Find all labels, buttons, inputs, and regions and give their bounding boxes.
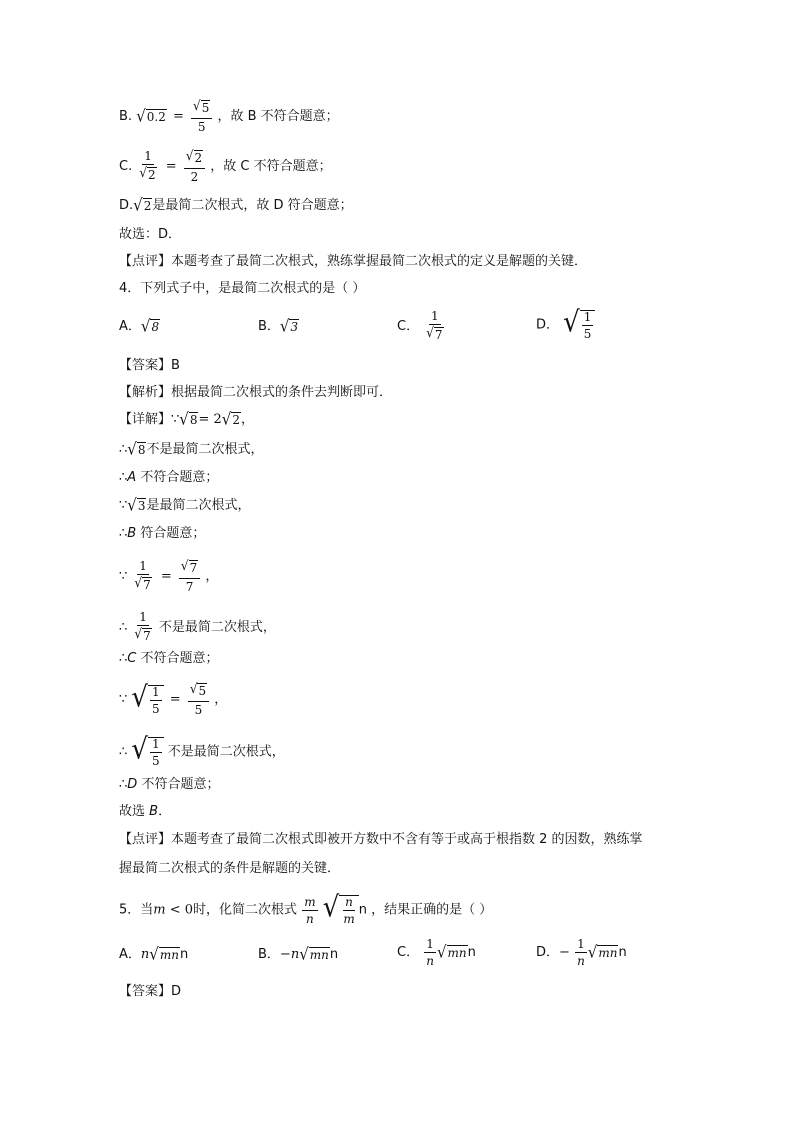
step-5: ∵ 1 √ 7 = √ 7 7 ，: [119, 558, 219, 594]
sqrt-0-2: √ 0.2: [136, 105, 166, 126]
q5-option-b: B．−n √ mn n: [258, 943, 339, 964]
step-6: ∴ 1 √ 7 不是最简二次根式，: [119, 610, 276, 643]
review-1: 【点评】本题考查了最简二次根式，熟练掌握最简二次根式的定义是解题的关键．: [119, 254, 588, 269]
step-8: ∵ √ $\frac{1}{5}$ = √ 5 5 ，: [119, 680, 228, 717]
step-2: ∴A 不符合题意；: [119, 470, 219, 485]
question-4-stem: 4．下列式子中，是最简二次根式的是（ ）: [119, 281, 366, 296]
fraction-sqrt2-over-2: √ 2 2: [184, 150, 205, 183]
answer-5: 【答案】D: [119, 984, 182, 999]
option-c-explanation: C. 1 √ 2 = √ 2 2 ，故 C 不符合题意；: [119, 148, 332, 184]
option-b-explanation: B. √ 0.2 = √ 5 5 ，故 B 不符合题意；: [119, 98, 339, 134]
q4-option-a: A． √ 8: [119, 315, 160, 336]
choose-line-2: 故选 B．: [119, 804, 172, 819]
answer-4: 【答案】B: [119, 358, 180, 373]
detail-4: 【详解】∵ √ 8 = 2 √ 2 ，: [119, 408, 254, 429]
step-7: ∴C 不符合题意；: [119, 651, 219, 666]
q5-option-c: C． $\frac{1}{n}$ √ mn n: [397, 937, 476, 968]
choose-line-1: 故选：D．: [119, 227, 182, 242]
step-1: ∴ √ 8 不是最简二次根式，: [119, 438, 264, 459]
option-d-explanation: D. √ 2 是最简二次根式，故 D 符合题意；: [119, 194, 353, 215]
q4-option-d: D． √ $\frac{1}{5}$: [536, 310, 595, 340]
step-3: ∵ √ 3 是最简二次根式，: [119, 494, 251, 515]
review-2-line-2: 握最简二次根式的条件是解题的关键．: [119, 861, 341, 876]
q5-option-d: D．− $\frac{1}{n}$ √ mn n: [536, 937, 627, 968]
fraction-1-over-sqrt2: 1 √ 2: [139, 149, 156, 182]
step-10: ∴D 不符合题意；: [119, 777, 220, 792]
q4-option-c: C． 1 √ 7: [397, 309, 443, 342]
q4-option-b: B． √ 3: [258, 315, 299, 336]
review-2-line-1: 【点评】本题考查了最简二次根式即被开方数中不含有等于或高于根指数 2 的因数，熟练掌: [119, 832, 643, 847]
question-5-stem: 5．当m < 0时，化简二次根式 $\frac{m}{n}$ √ $\frac{n}{m}$ n ，结果正确的是（ ）: [119, 891, 493, 926]
step-4: ∴B 符合题意；: [119, 526, 206, 541]
fraction-sqrt5-over-5: √ 5 5: [191, 100, 212, 133]
analysis-4: 【解析】根据最简二次根式的条件去判断即可．: [119, 385, 393, 400]
q5-option-a: A．n √ mn n: [119, 943, 189, 964]
step-9: ∴ √ $\frac{1}{5}$ 不是最简二次根式，: [119, 733, 285, 768]
label-b: B.: [119, 109, 133, 124]
sqrt-2: √ 2: [133, 194, 152, 215]
